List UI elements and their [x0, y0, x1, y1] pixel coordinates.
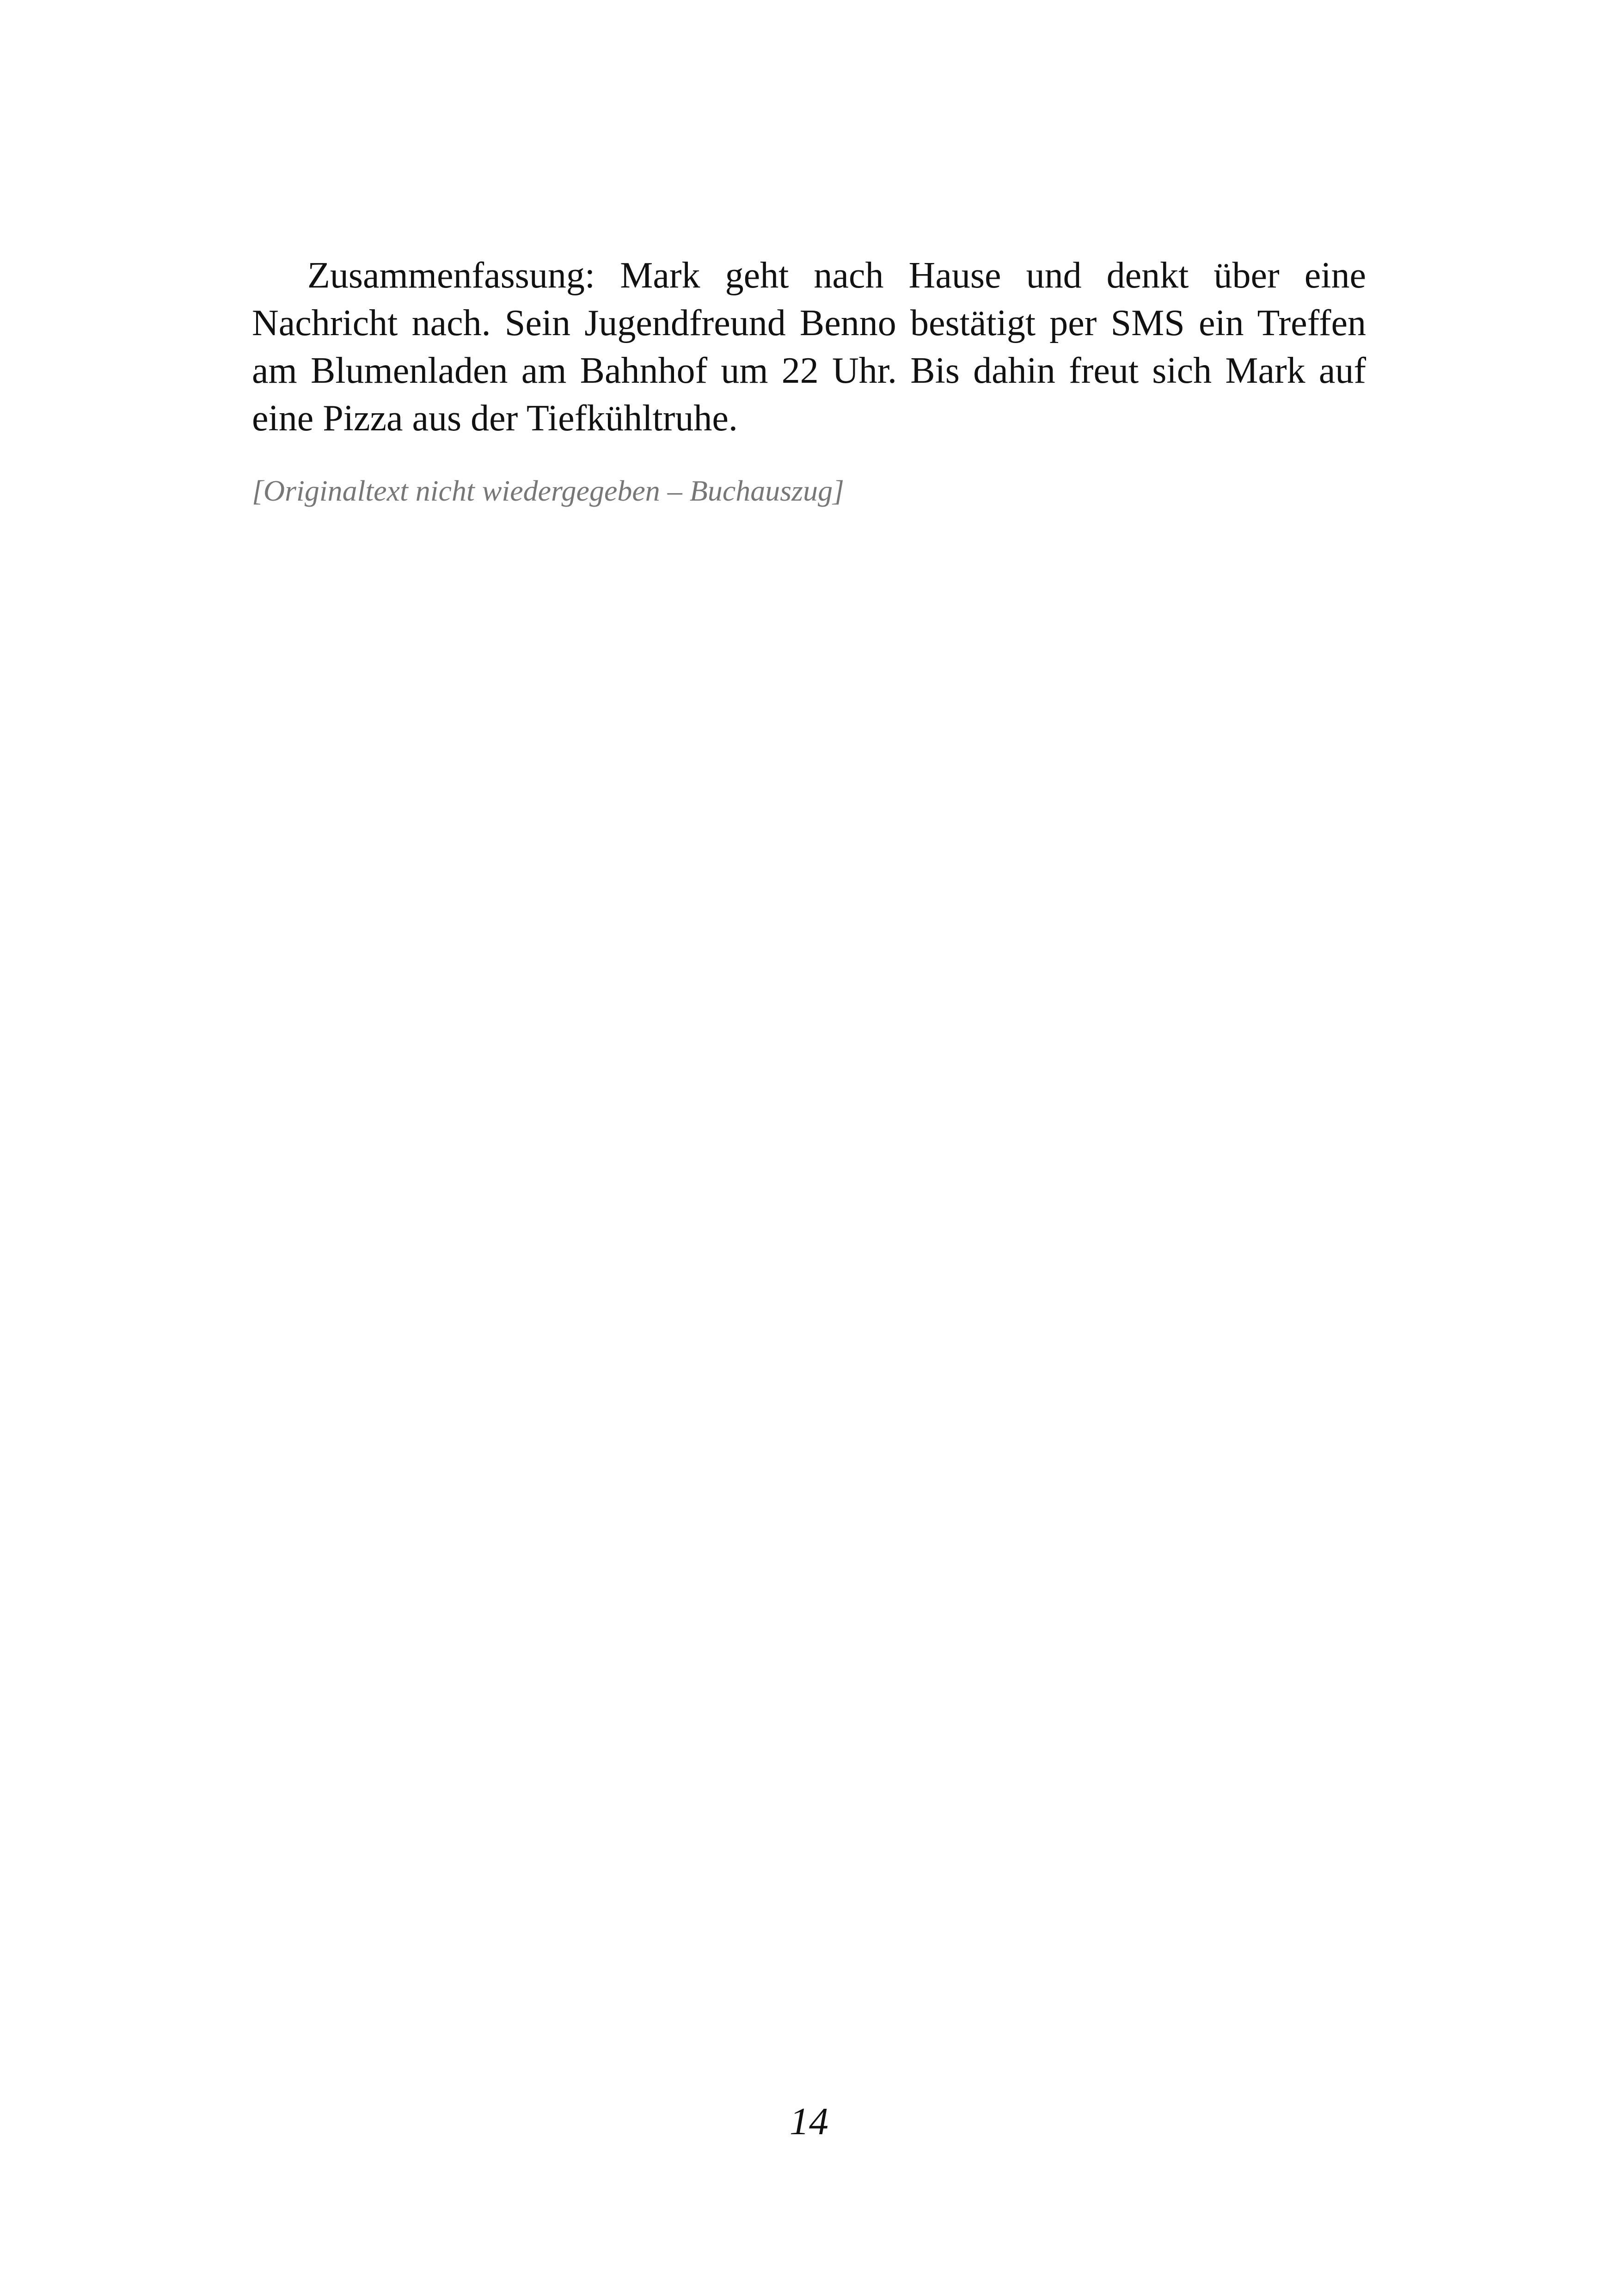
page-number: 14	[790, 2100, 828, 2143]
omission-note: [Originaltext nicht wiedergegeben – Buchauszug]	[252, 474, 844, 507]
body-summary: Zusammenfassung: Mark geht nach Hause und denkt über eine Nachricht nach. Sein Jugendfreund Benno bestätigt per SMS ein Treffen am Blumenladen am Bahnhof um 22 Uhr. Bis dahin freut sich Mark auf eine Pizza aus der Tiefkühltruhe.	[252, 255, 1366, 439]
page-body	[252, 252, 1366, 512]
